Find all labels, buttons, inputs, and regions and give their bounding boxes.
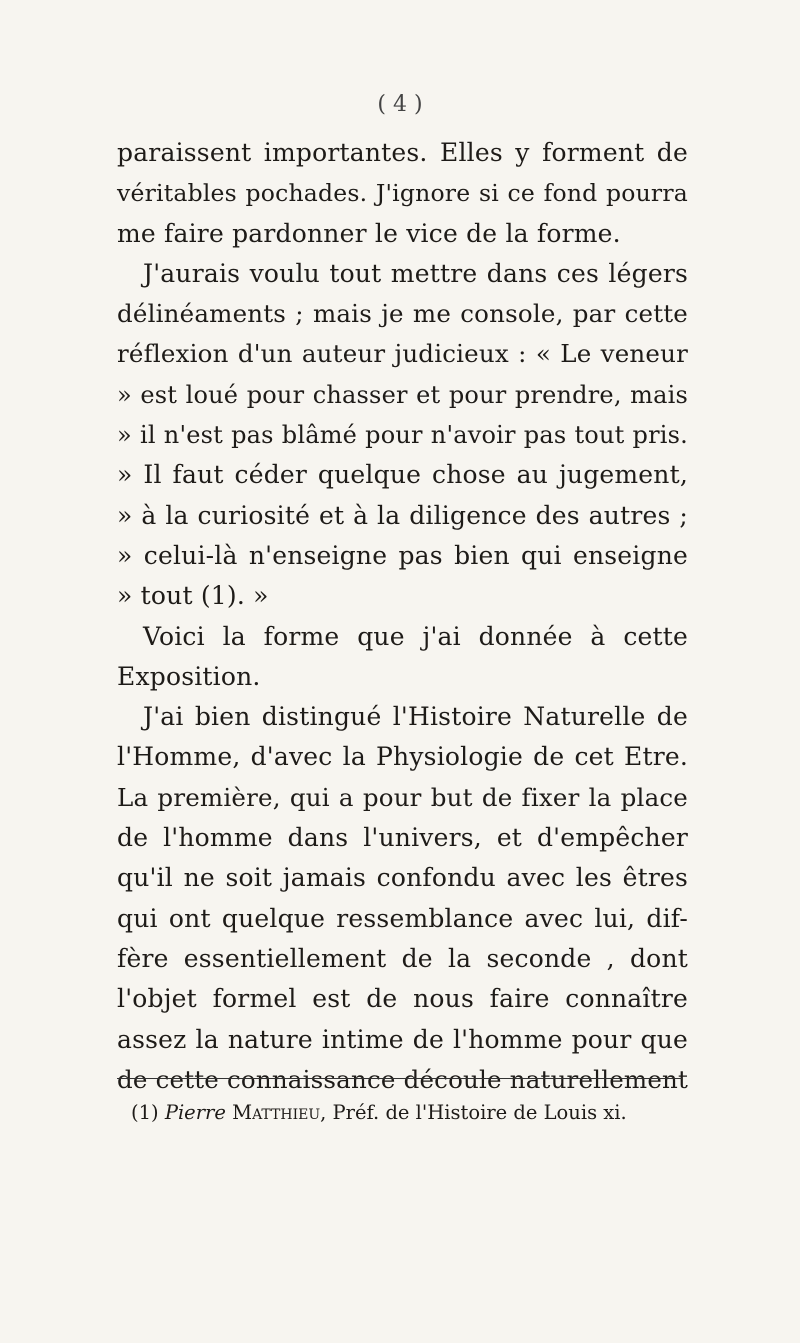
body-text — [117, 133, 688, 1100]
text-line: qu'il ne soit jamais confondu avec les êtres — [117, 863, 688, 893]
text-line: » tout (1). » — [117, 581, 269, 611]
text-line: Exposition. — [117, 661, 261, 691]
text-line: » à la curiosité et à la diligence des autres ; — [117, 500, 688, 530]
text-line: » Il faut céder quelque chose au jugement, — [117, 460, 688, 490]
text-line: » il n'est pas blâmé pour n'avoir pas tout pris. — [117, 421, 688, 450]
text-line: » est loué pour chasser et pour prendre, mais — [117, 380, 688, 409]
text-line: » celui-là n'enseigne pas bien qui enseigne — [117, 540, 688, 570]
text-line: véritables pochades. J'ignore si ce fond pourra — [117, 179, 688, 208]
text-line: de l'homme dans l'univers, et d'empêcher — [117, 823, 688, 853]
footnote-separator — [117, 1078, 682, 1079]
footnote-marker: (1) — [131, 1101, 159, 1124]
text-line: qui ont quelque ressemblance avec lui, dif- — [117, 903, 688, 933]
text-line: fère essentiellement de la seconde , dont — [117, 943, 688, 973]
text-line: Voici la forme que j'ai donnée à cette — [143, 621, 688, 651]
text-line: assez la nature intime de l'homme pour que — [117, 1024, 688, 1054]
text-line: me faire pardonner le vice de la forme. — [117, 218, 621, 248]
text-line: l'objet formel est de nous faire connaître — [117, 984, 688, 1014]
text-line: l'Homme, d'avec la Physiologie de cet Etre. — [117, 742, 688, 772]
text-line: J'aurais voulu tout mettre dans ces légers — [143, 258, 688, 288]
page-number: ( 4 ) — [377, 92, 423, 117]
footnote-author-last: Matthieu — [232, 1101, 321, 1124]
text-line: paraissent importantes. Elles y forment de — [117, 138, 688, 167]
text-line: de cette connaissance découle naturellement — [117, 1064, 689, 1094]
footnote-reference: , Préf. de l'Histoire de Louis xi. — [320, 1101, 627, 1124]
text-line: réflexion d'un auteur judicieux : « Le veneur — [117, 339, 688, 369]
footnote — [131, 1100, 691, 1126]
text-line: La première, qui a pour but de fixer la place — [117, 782, 688, 812]
text-line: délinéaments ; mais je me console, par cette — [117, 299, 688, 329]
footnote-author-first: Pierre — [164, 1101, 226, 1124]
text-line: J'ai bien distingué l'Histoire Naturelle de — [143, 702, 688, 732]
